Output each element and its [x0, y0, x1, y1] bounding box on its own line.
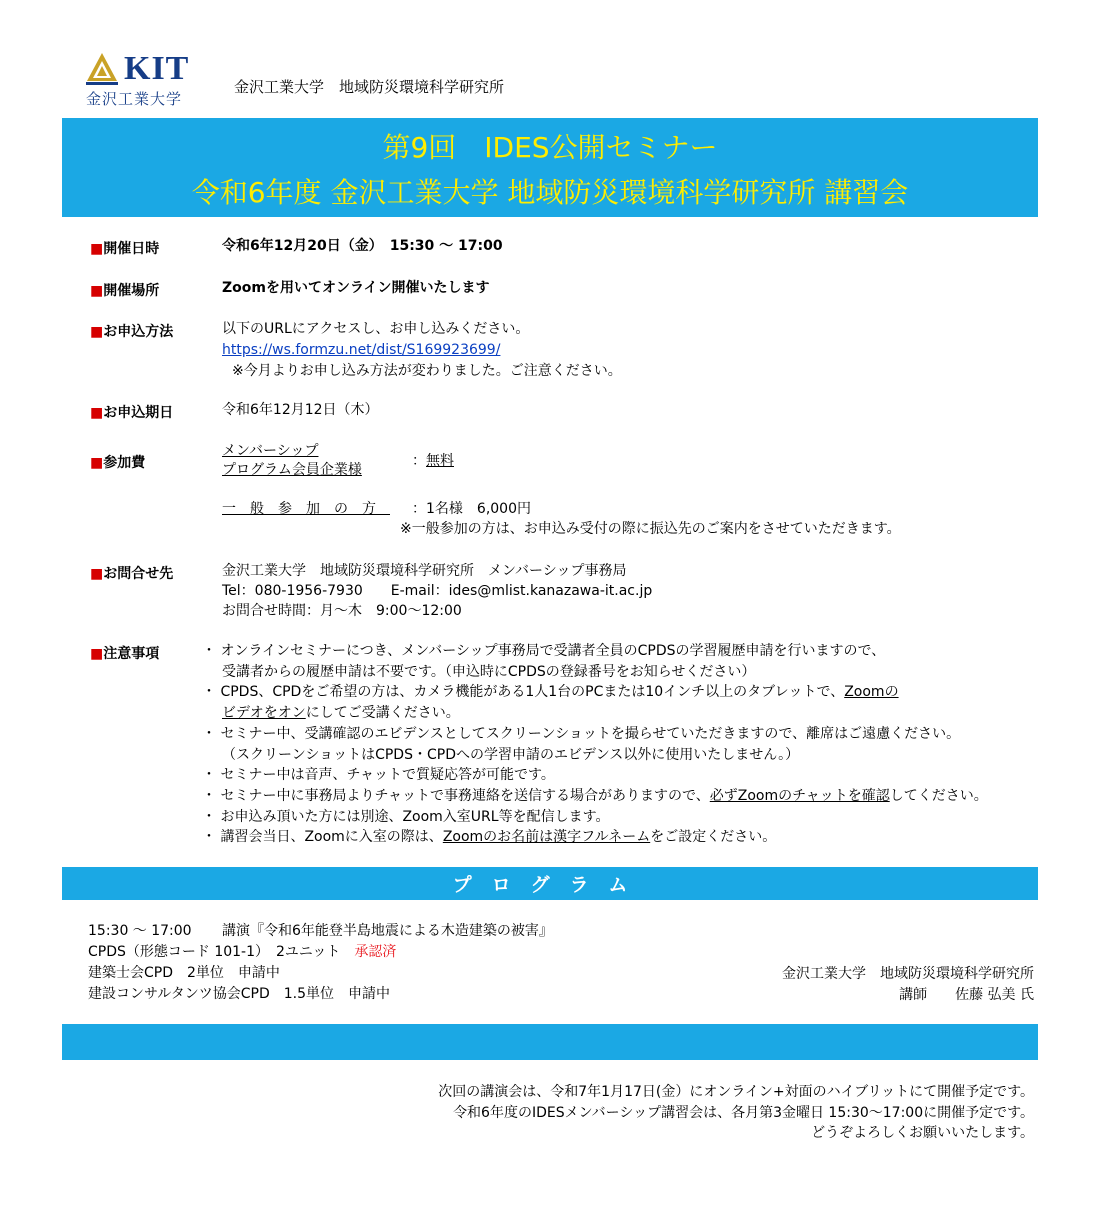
fee-member-line-2: プログラム会員企業様	[222, 462, 362, 478]
note-item-6: ・ お申込み頂いた方には別途、Zoom入室URL等を配信します。	[202, 808, 610, 825]
apply-label: ■お申込方法	[90, 324, 174, 340]
header-organization: 金沢工業大学 地域防災環境科学研究所	[234, 78, 505, 96]
apply-url-link[interactable]: https://ws.formzu.net/dist/S169923699/	[222, 342, 501, 358]
title-line-1: 第9回 IDES公開セミナー	[382, 131, 718, 164]
fee-general-label: 一般参加の方	[222, 501, 390, 517]
bottom-banner	[62, 1024, 1038, 1060]
contact-label: ■お問合せ先	[90, 566, 174, 582]
note-item-2: ・ CPDS、CPDをご希望の方は、カメラ機能がある1人1台のPCまたは10インチ以上のタブレットで、Zoomの	[202, 684, 899, 701]
note-item-3: ・ セミナー中、受講確認のエビデンスとしてスクリーンショットを撮らせていただきますので、離席はご遠慮ください。	[202, 725, 961, 742]
fee-member-line-1: メンバーシップ	[222, 443, 319, 459]
program-banner	[62, 867, 1038, 900]
date-label: ■開催日時	[90, 241, 160, 257]
fee-member-value: ：無料	[412, 453, 454, 469]
note-item-3-cont: （スクリーンショットはCPDS・CPDへの学習申請のエビデンス以外に使用いたしません。）	[222, 746, 800, 763]
fee-general-value: ：1名様 6,000円	[412, 501, 531, 517]
fee-general-note: ※一般参加の方は、お申込み受付の際に振込先のご案内をさせていただきます。	[400, 521, 901, 537]
contact-tel-email: Tel：080-1956-7930 E-mail：ides@mlist.kanazawa-it.ac.jp	[222, 583, 653, 599]
note-item-1-cont: 受講者からの履歴申請は不要です。（申込時にCPDSの登録番号をお知らせください）	[222, 663, 756, 680]
date-value: 令和6年12月20日（金） 15:30 ～ 17:00	[222, 238, 503, 254]
note-item-7: ・ 講習会当日、Zoomに入室の際は、Zoomのお名前は漢字フルネームをご設定ください。	[202, 829, 777, 846]
program-cpd-consultant: 建設コンサルタンツ協会CPD 1.5単位 申請中	[88, 986, 391, 1002]
title-line-2: 令和6年度 金沢工業大学 地域防災環境科学研究所 講習会	[191, 176, 909, 209]
logo-subtext: 金沢工業大学	[86, 90, 183, 108]
program-title: プログラム	[452, 874, 648, 896]
venue-value: Zoomを用いてオンライン開催いたします	[222, 280, 490, 296]
note-item-2-cont: ビデオをオンにしてご受講ください。	[222, 705, 460, 722]
logo-text: KIT	[124, 50, 190, 87]
notes-label: ■注意事項	[90, 646, 160, 662]
note-item-1: ・ オンラインセミナーにつき、メンバーシップ事務局で受講者全員のCPDSの学習履歴申請を行いますので、	[202, 643, 886, 659]
apply-note: ※今月よりお申し込み方法が変わりました。ご注意ください。	[232, 363, 622, 379]
contact-office: 金沢工業大学 地域防災環境科学研究所 メンバーシップ事務局	[222, 563, 627, 579]
cpds-status: 承認済	[354, 944, 397, 960]
program-cpds: CPDS（形態コード 101-1） 2ユニット 承認済	[88, 944, 397, 960]
fee-label: ■参加費	[90, 455, 146, 471]
deadline-label: ■お申込期日	[90, 405, 174, 421]
speaker-organization: 金沢工業大学 地域防災環境科学研究所	[782, 966, 1034, 982]
kit-emblem-icon	[84, 52, 120, 86]
program-cpd-architect: 建築士会CPD 2単位 申請中	[88, 965, 280, 981]
program-lecture: 講演『令和6年能登半島地震による木造建築の被害』	[222, 923, 553, 939]
note-item-4: ・ セミナー中は音声、チャットで質疑応答が可能です。	[202, 767, 555, 784]
title-banner	[62, 118, 1038, 217]
deadline-value: 令和6年12月12日（木）	[222, 402, 379, 418]
apply-instruction: 以下のURLにアクセスし、お申し込みください。	[222, 321, 530, 337]
note-item-5: ・ セミナー中に事務局よりチャットで事務連絡を送信する場合がありますので、必ずZoomのチャットを確認してください。	[202, 787, 988, 804]
venue-label: ■開催場所	[90, 283, 160, 299]
speaker-name: 講師 佐藤 弘美 氏	[899, 987, 1034, 1003]
footer-next-lecture: 次回の講演会は、令和7年1月17日(金）にオンライン+対面のハイブリットにて開催予定です。	[438, 1084, 1034, 1100]
footer-schedule: 令和6年度のIDESメンバーシップ講習会は、各月第3金曜日 15:30～17:00に開催予定です。	[453, 1105, 1034, 1121]
kit-logo	[84, 50, 196, 112]
program-time: 15:30 ～ 17:00	[88, 923, 192, 939]
footer-closing: どうぞよろしくお願いいたします。	[811, 1125, 1034, 1141]
notes-list	[202, 641, 988, 848]
contact-hours: お問合せ時間：月～木 9:00～12:00	[222, 603, 462, 619]
